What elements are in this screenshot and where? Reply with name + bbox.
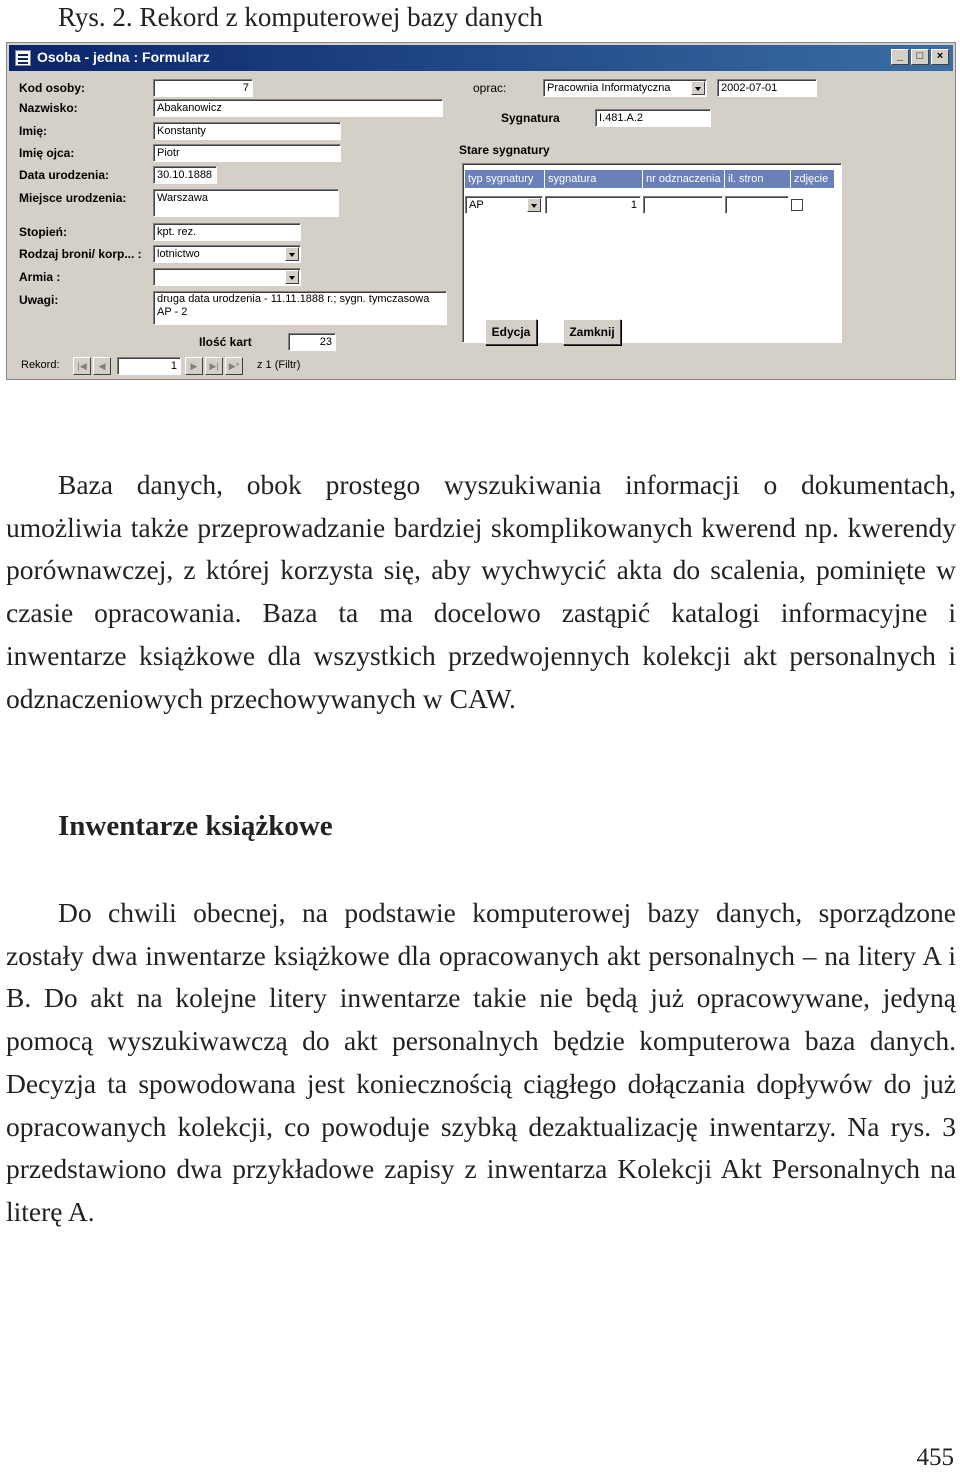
current-record-field[interactable]: 1: [117, 357, 181, 375]
rodzaj-broni-label: Rodzaj broni/ korp... :: [19, 247, 142, 261]
oprac-select[interactable]: [543, 79, 707, 97]
uwagi-field[interactable]: druga data urodzenia - 11.11.1888 r.; sygn. tymczasowa AP - 2: [153, 291, 447, 325]
oprac-date-field[interactable]: 2002-07-01: [717, 79, 817, 97]
record-navigator: [13, 357, 953, 377]
figure-caption: Rys. 2. Rekord z komputerowej bazy danych: [58, 2, 543, 32]
sygnatura-field[interactable]: I.481.A.2: [595, 109, 711, 127]
stare-sygnatury-label: Stare sygnatury: [459, 143, 550, 157]
typ-sygnatury-select[interactable]: [465, 196, 543, 214]
il-stron-cell[interactable]: [725, 196, 789, 214]
record-count: z 1 (Filtr): [257, 359, 301, 371]
chevron-down-icon[interactable]: [527, 198, 541, 212]
oprac-value: Pracownia Informatyczna: [547, 82, 671, 94]
stopien-label: Stopień:: [19, 225, 67, 239]
body-paragraph-2: Do chwili obecnej, na podstawie komputerowej bazy danych, sporządzone zostały dwa inwentarze książkowe dla opracowanych akt personalnych – na litery A i B. Do akt na kolejne litery inwentarze takie nie będą już opracowywane, jedyną pomocą wyszukiwawczą do akt personalnych będzie komputerowa baza danych. Decyzja ta spowodowana jest koniecznością ciągłego dołączania dopływów do już opracowanych kolekcji, co powoduje szybką dezaktualizację inwentarzy. Na rys. 3 przedstawiono dwa przykładowe zapisy z inwentarza Kolekcji Akt Personalnych na literę A.: [6, 897, 956, 1227]
chevron-down-icon[interactable]: [691, 81, 705, 95]
form-icon: [15, 50, 31, 66]
armia-label: Armia :: [19, 270, 61, 284]
previous-record-icon[interactable]: ◀: [93, 357, 111, 375]
stopien-field[interactable]: kpt. rez.: [153, 223, 301, 241]
uwagi-label: Uwagi:: [19, 293, 59, 307]
column-header-nr-odznaczenia[interactable]: nr odznaczenia: [643, 170, 725, 188]
chevron-down-icon[interactable]: [285, 270, 299, 284]
rodzaj-broni-select[interactable]: [153, 245, 301, 263]
miejsce-urodzenia-field[interactable]: Warszawa: [153, 189, 339, 217]
next-record-icon[interactable]: ▶: [185, 357, 203, 375]
column-header-zdjecie[interactable]: zdjęcie: [791, 170, 835, 188]
data-urodzenia-field[interactable]: 30.10.1888: [153, 166, 217, 184]
typ-sygnatury-value: AP: [469, 199, 484, 211]
maximize-button[interactable]: □: [911, 49, 929, 65]
nazwisko-label: Nazwisko:: [19, 101, 78, 115]
zamknij-button[interactable]: Zamknij: [563, 319, 621, 345]
miejsce-urodzenia-label: Miejsce urodzenia:: [19, 191, 127, 205]
imie-label: Imię:: [19, 124, 48, 138]
chevron-down-icon[interactable]: [285, 247, 299, 261]
stare-sygnatury-subform: [462, 163, 842, 343]
armia-select[interactable]: [153, 268, 301, 286]
close-button[interactable]: ×: [931, 49, 949, 65]
body-paragraph-1: Baza danych, obok prostego wyszukiwania informacji o dokumentach, umożliwia także przeprowadzanie bardziej skomplikowanych kwerend np. kwerendy porównawczej, z której korzysta się, aby wychwycić akta do scalenia, pominięte w czasie opracowania. Baza ta ma docelowo zastąpić katalogi informacyjne i inwentarze książkowe dla wszystkich przedwojennych kolekcji akt personalnych i odznaczeniowych przechowywanych w CAW.: [6, 469, 956, 714]
nr-odznaczenia-cell[interactable]: [643, 196, 723, 214]
new-record-icon[interactable]: ▶*: [225, 357, 243, 375]
ilosc-kart-label: Ilość kart: [199, 335, 252, 349]
last-record-icon[interactable]: ▶|: [205, 357, 223, 375]
imie-field[interactable]: Konstanty: [153, 122, 341, 140]
first-record-icon[interactable]: |◀: [73, 357, 91, 375]
imie-ojca-label: Imię ojca:: [19, 146, 75, 160]
nazwisko-field[interactable]: Abakanowicz: [153, 99, 443, 117]
form-window: [6, 42, 956, 380]
column-header-sygnatura[interactable]: sygnatura: [545, 170, 643, 188]
sygnatura-label: Sygnatura: [501, 111, 560, 125]
imie-ojca-field[interactable]: Piotr: [153, 144, 341, 162]
kod-osoby-label: Kod osoby:: [19, 81, 85, 95]
window-titlebar[interactable]: [9, 45, 953, 71]
column-header-typ[interactable]: typ sygnatury: [465, 170, 545, 188]
rodzaj-broni-value: lotnictwo: [157, 248, 200, 260]
window-title: Osoba - jedna : Formularz: [37, 49, 210, 65]
edycja-button[interactable]: Edycja: [485, 319, 537, 345]
sygnatura-cell[interactable]: 1: [545, 196, 641, 214]
minimize-button[interactable]: _: [891, 49, 909, 65]
data-urodzenia-label: Data urodzenia:: [19, 168, 110, 182]
record-label: Rekord:: [21, 359, 60, 371]
section-heading: Inwentarze książkowe: [58, 810, 333, 842]
ilosc-kart-field[interactable]: 23: [288, 333, 336, 351]
oprac-label: oprac:: [473, 81, 507, 95]
kod-osoby-field[interactable]: 7: [153, 79, 253, 97]
page-number: 455: [916, 1444, 954, 1471]
zdjecie-checkbox[interactable]: [791, 199, 803, 211]
column-header-il-stron[interactable]: il. stron: [725, 170, 791, 188]
